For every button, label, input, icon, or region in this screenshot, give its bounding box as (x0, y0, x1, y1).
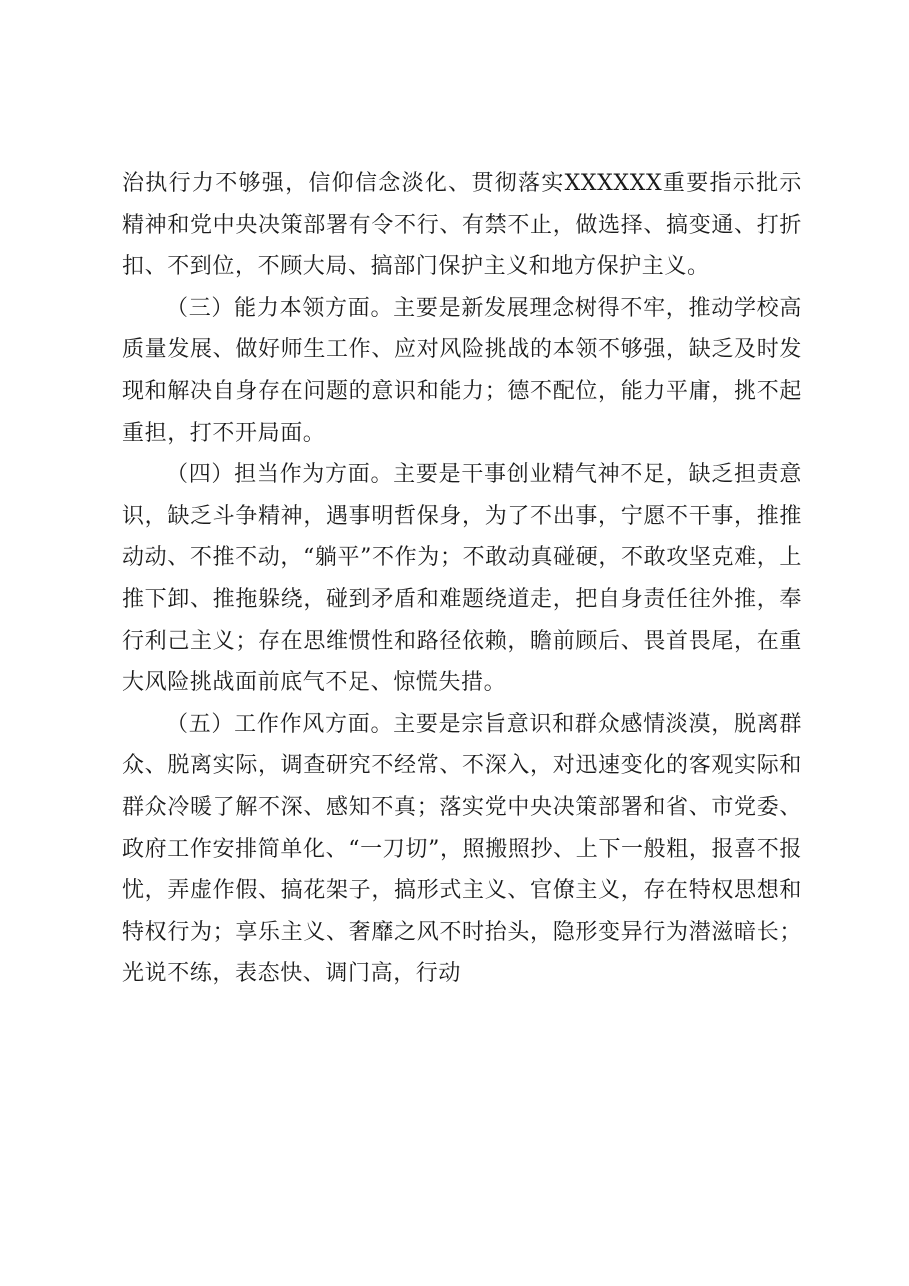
paragraph-work-style: （五）工作作风方面。主要是宗旨意识和群众感情淡漠，脱离群众、脱离实际，调查研究不经常、不深入，对迅速变化的客观实际和群众冷暖了解不深、感知不真；落实党中央决策部署和省、市党委、政府工作安排简单化、“一刀切”，照搬照抄、上下一般粗，报喜不报忧，弄虚作假、搞花架子，搞形式主义、官僚主义，存在特权思想和特权行为；享乐主义、奢靡之风不时抬头，隐形变异行为潜滋暗长；光说不练，表态快、调门高，行动 (122, 711, 802, 987)
paragraph-ability: （三）能力本领方面。主要是新发展理念树得不牢，推动学校高质量发展、做好师生工作、应对风险挑战的本领不够强，缺乏及时发现和解决自身存在问题的意识和能力；德不配位，能力平庸，挑不起重担，打不开局面。 (122, 295, 802, 446)
paragraph-continuation: 治执行力不够强，信仰信念淡化、贯彻落实XXXXXX重要指示批示精神和党中央决策部署有令不行、有禁不止，做选择、搞变通、打折扣、不到位，不顾大局、搞部门保护主义和地方保护主义。 (122, 171, 802, 280)
paragraph-responsibility: （四）担当作为方面。主要是干事创业精气神不足，缺乏担责意识，缺乏斗争精神，遇事明哲保身，为了不出事，宁愿不干事，推推动动、不推不动，“躺平”不作为；不敢动真碰硬，不敢攻坚克难，上推下卸、推拖躲绕，碰到矛盾和难题绕道走，把自身责任往外推，奉行利己主义；存在思维惯性和路径依赖，瞻前顾后、畏首畏尾，在重大风险挑战面前底气不足、惊慌失措。 (122, 462, 802, 696)
document-body (122, 163, 802, 995)
